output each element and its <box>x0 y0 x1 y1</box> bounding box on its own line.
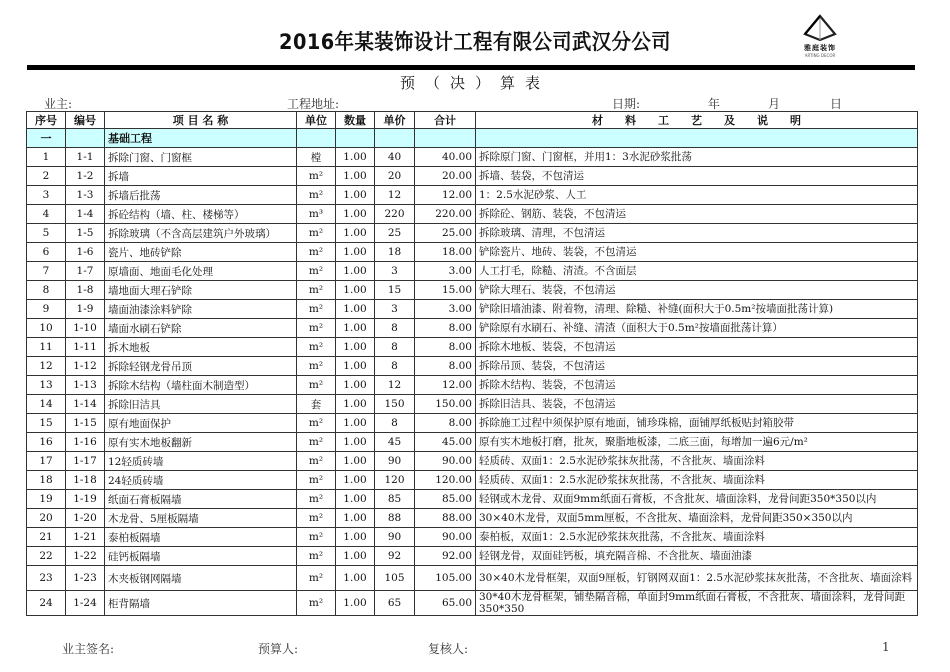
row-code: 1-22 <box>66 547 105 566</box>
row-total: 8.00 <box>415 357 476 376</box>
row-code: 1-1 <box>66 148 105 167</box>
row-index: 5 <box>27 224 66 243</box>
table-row <box>27 528 918 547</box>
row-note: 铲除大理石、装袋，不包清运 <box>476 281 918 300</box>
row-price: 90 <box>375 452 415 471</box>
row-unit: m² <box>297 471 336 490</box>
row-note: 轻钢龙骨，双面硅钙板，填充隔音棉、不含批灰、墙面油漆 <box>476 547 918 566</box>
row-price: 12 <box>375 376 415 395</box>
table-row <box>27 591 918 616</box>
row-total: 92.00 <box>415 547 476 566</box>
row-index: 24 <box>27 591 66 616</box>
year-label: 年 <box>708 97 721 111</box>
row-code: 1-19 <box>66 490 105 509</box>
row-unit: m² <box>297 414 336 433</box>
row-unit: m² <box>297 224 336 243</box>
date-label: 日期: <box>612 97 641 111</box>
row-note: 铲除原有水刷石、补缝、清渣（面积大于0.5m²按墙面批荡计算） <box>476 319 918 338</box>
row-total: 220.00 <box>415 205 476 224</box>
row-note: 拆墙、装袋，不包清运 <box>476 167 918 186</box>
row-unit: m² <box>297 509 336 528</box>
row-total: 8.00 <box>415 338 476 357</box>
row-code: 1-9 <box>66 300 105 319</box>
row-unit: m² <box>297 262 336 281</box>
row-index: 3 <box>27 186 66 205</box>
row-total: 90.00 <box>415 528 476 547</box>
table-row <box>27 509 918 528</box>
col-header-total: 合计 <box>415 112 476 129</box>
row-name: 拆砼结构（墙、柱、楼梯等） <box>105 205 297 224</box>
row-unit: m² <box>297 186 336 205</box>
row-unit: 套 <box>297 395 336 414</box>
row-index: 7 <box>27 262 66 281</box>
row-note: 拆除砼、钢筋、装袋，不包清运 <box>476 205 918 224</box>
row-total: 12.00 <box>415 186 476 205</box>
row-code: 1-2 <box>66 167 105 186</box>
row-total: 150.00 <box>415 395 476 414</box>
row-index: 4 <box>27 205 66 224</box>
row-name: 拆木地板 <box>105 338 297 357</box>
row-name: 拆除玻璃（不含高层建筑户外玻璃） <box>105 224 297 243</box>
table-row <box>27 205 918 224</box>
row-code: 1-8 <box>66 281 105 300</box>
row-unit: m² <box>297 281 336 300</box>
row-price: 8 <box>375 338 415 357</box>
table-row <box>27 167 918 186</box>
row-name: 纸面石膏板隔墙 <box>105 490 297 509</box>
document-subtitle: 预（决）算表 <box>399 74 550 92</box>
document-title: 2016年某装饰设计工程有限公司武汉分公司 <box>279 30 671 54</box>
col-header-index: 序号 <box>27 112 66 129</box>
row-index: 20 <box>27 509 66 528</box>
budget-table <box>26 111 918 616</box>
row-price: 8 <box>375 319 415 338</box>
row-name: 墙地面大理石铲除 <box>105 281 297 300</box>
row-index: 18 <box>27 471 66 490</box>
row-qty: 1.00 <box>336 338 375 357</box>
row-qty: 1.00 <box>336 281 375 300</box>
row-total: 25.00 <box>415 224 476 243</box>
row-note: 30*40木龙骨框架，铺垫隔音棉，单面封9mm纸面石膏板，不含批灰、墙面涂料，龙骨间距350*350 <box>476 591 918 616</box>
row-note: 拆除木地板、装袋，不包清运 <box>476 338 918 357</box>
row-qty: 1.00 <box>336 566 375 591</box>
day-label: 日 <box>830 97 843 111</box>
row-code: 1-10 <box>66 319 105 338</box>
row-qty: 1.00 <box>336 509 375 528</box>
table-header-row <box>27 112 918 129</box>
table-row <box>27 452 918 471</box>
row-note: 原有实木地板打磨，批灰，聚脂地板漆，二底三面，每增加一遍6元/m² <box>476 433 918 452</box>
page-number: 1 <box>882 640 890 654</box>
row-note: 拆除施工过程中须保护原有地面，铺珍珠棉，面铺厚纸板贴封箱胶带 <box>476 414 918 433</box>
table-row <box>27 433 918 452</box>
row-unit: m² <box>297 452 336 471</box>
row-name: 拆除旧洁具 <box>105 395 297 414</box>
row-code: 1-20 <box>66 509 105 528</box>
row-unit: m² <box>297 167 336 186</box>
row-code: 1-7 <box>66 262 105 281</box>
row-note: 铲除旧墙油漆、附着物，清理、除糙、补缝(面积大于0.5m²按墙面批荡计算) <box>476 300 918 319</box>
row-price: 65 <box>375 591 415 616</box>
row-index: 1 <box>27 148 66 167</box>
owner-label: 业主: <box>44 97 73 111</box>
row-qty: 1.00 <box>336 471 375 490</box>
row-unit: m² <box>297 338 336 357</box>
row-note: 拆除原门窗、门窗框，并用1：3水泥砂浆批荡 <box>476 148 918 167</box>
row-price: 8 <box>375 357 415 376</box>
row-name: 泰柏板隔墙 <box>105 528 297 547</box>
row-price: 3 <box>375 262 415 281</box>
row-qty: 1.00 <box>336 243 375 262</box>
row-name: 拆除门窗、门窗框 <box>105 148 297 167</box>
row-price: 3 <box>375 300 415 319</box>
row-total: 65.00 <box>415 591 476 616</box>
row-total: 8.00 <box>415 414 476 433</box>
row-index: 8 <box>27 281 66 300</box>
col-header-price: 单价 <box>375 112 415 129</box>
row-price: 15 <box>375 281 415 300</box>
row-code: 1-14 <box>66 395 105 414</box>
row-qty: 1.00 <box>336 205 375 224</box>
row-index: 6 <box>27 243 66 262</box>
row-code: 1-24 <box>66 591 105 616</box>
row-total: 45.00 <box>415 433 476 452</box>
row-total: 3.00 <box>415 300 476 319</box>
row-note: 轻质砖、双面1：2.5水泥砂浆抹灰批荡，不含批灰、墙面涂料 <box>476 471 918 490</box>
row-code: 1-23 <box>66 566 105 591</box>
row-total: 85.00 <box>415 490 476 509</box>
row-name: 木夹板钢网隔墙 <box>105 566 297 591</box>
row-total: 18.00 <box>415 243 476 262</box>
row-unit: m² <box>297 319 336 338</box>
row-price: 40 <box>375 148 415 167</box>
row-code: 1-13 <box>66 376 105 395</box>
table-row <box>27 490 918 509</box>
row-code: 1-16 <box>66 433 105 452</box>
owner-signature-label: 业主签名: <box>62 642 115 656</box>
row-qty: 1.00 <box>336 262 375 281</box>
col-header-code: 编号 <box>66 112 105 129</box>
row-index: 15 <box>27 414 66 433</box>
section-index: 一 <box>27 129 66 148</box>
address-label: 工程地址: <box>287 97 340 111</box>
row-total: 90.00 <box>415 452 476 471</box>
row-name: 墙面水刷石铲除 <box>105 319 297 338</box>
row-note: 1：2.5水泥砂浆、人工 <box>476 186 918 205</box>
row-code: 1-6 <box>66 243 105 262</box>
row-price: 120 <box>375 471 415 490</box>
row-qty: 1.00 <box>336 547 375 566</box>
row-unit: m² <box>297 566 336 591</box>
logo-english-name: ARTING DECOR <box>804 53 836 58</box>
row-name: 拆墙 <box>105 167 297 186</box>
row-code: 1-21 <box>66 528 105 547</box>
row-name: 24轻质砖墙 <box>105 471 297 490</box>
section-row <box>27 129 918 148</box>
row-name: 拆除木结构（墙柱面木制造型） <box>105 376 297 395</box>
row-price: 220 <box>375 205 415 224</box>
row-unit: m³ <box>297 205 336 224</box>
row-price: 85 <box>375 490 415 509</box>
row-qty: 1.00 <box>336 224 375 243</box>
row-note: 30×40木龙骨，双面5mm厘板，不含批灰、墙面涂料，龙骨间距350×350以内 <box>476 509 918 528</box>
row-code: 1-3 <box>66 186 105 205</box>
row-price: 25 <box>375 224 415 243</box>
row-note: 拆除木结构、装袋，不包清运 <box>476 376 918 395</box>
row-note: 30×40木龙骨框架，双面9厘板，钉钢网双面1：2.5水泥砂浆抹灰批荡，不含批灰、墙面涂料 <box>476 566 918 591</box>
table-row <box>27 319 918 338</box>
table-row <box>27 262 918 281</box>
row-price: 88 <box>375 509 415 528</box>
row-unit: 樘 <box>297 148 336 167</box>
row-price: 92 <box>375 547 415 566</box>
row-name: 硅钙板隔墙 <box>105 547 297 566</box>
table-row <box>27 338 918 357</box>
row-qty: 1.00 <box>336 376 375 395</box>
table-row <box>27 376 918 395</box>
row-qty: 1.00 <box>336 148 375 167</box>
row-qty: 1.00 <box>336 490 375 509</box>
row-price: 20 <box>375 167 415 186</box>
row-note: 拆除旧洁具、装袋，不包清运 <box>476 395 918 414</box>
row-total: 8.00 <box>415 319 476 338</box>
row-index: 21 <box>27 528 66 547</box>
row-index: 14 <box>27 395 66 414</box>
row-total: 20.00 <box>415 167 476 186</box>
row-price: 45 <box>375 433 415 452</box>
row-unit: m² <box>297 528 336 547</box>
row-total: 40.00 <box>415 148 476 167</box>
row-unit: m² <box>297 357 336 376</box>
row-index: 2 <box>27 167 66 186</box>
section-name: 基础工程 <box>105 129 297 148</box>
row-unit: m² <box>297 490 336 509</box>
row-qty: 1.00 <box>336 414 375 433</box>
row-price: 18 <box>375 243 415 262</box>
row-price: 90 <box>375 528 415 547</box>
row-name: 木龙骨、5厘板隔墙 <box>105 509 297 528</box>
row-price: 8 <box>375 414 415 433</box>
row-code: 1-11 <box>66 338 105 357</box>
row-index: 13 <box>27 376 66 395</box>
table-row <box>27 281 918 300</box>
row-index: 16 <box>27 433 66 452</box>
row-qty: 1.00 <box>336 395 375 414</box>
row-qty: 1.00 <box>336 528 375 547</box>
table-row <box>27 566 918 591</box>
row-qty: 1.00 <box>336 300 375 319</box>
row-qty: 1.00 <box>336 433 375 452</box>
row-note: 人工打毛，除糙、清渣。不含面层 <box>476 262 918 281</box>
row-name: 墙面油漆涂料铲除 <box>105 300 297 319</box>
row-price: 105 <box>375 566 415 591</box>
row-name: 拆墙后批荡 <box>105 186 297 205</box>
row-unit: m² <box>297 433 336 452</box>
row-unit: m² <box>297 300 336 319</box>
pyramid-logo-icon <box>803 14 837 42</box>
col-header-note: 材 料 工 艺 及 说 明 <box>476 112 918 129</box>
row-qty: 1.00 <box>336 167 375 186</box>
table-row <box>27 224 918 243</box>
reviewer-label: 复核人: <box>428 642 469 656</box>
month-label: 月 <box>768 97 781 111</box>
row-name: 原有实木地板翻新 <box>105 433 297 452</box>
company-logo <box>792 14 848 64</box>
table-row <box>27 357 918 376</box>
row-note: 轻钢或木龙骨、双面9mm纸面石膏板，不含批灰、墙面涂料，龙骨间距350*350以内 <box>476 490 918 509</box>
row-note: 拆除吊顶、装袋，不包清运 <box>476 357 918 376</box>
row-code: 1-12 <box>66 357 105 376</box>
row-unit: m² <box>297 243 336 262</box>
col-header-unit: 单位 <box>297 112 336 129</box>
row-unit: m² <box>297 547 336 566</box>
row-note: 轻质砖、双面1：2.5水泥砂浆抹灰批荡，不含批灰、墙面涂料 <box>476 452 918 471</box>
row-unit: m² <box>297 376 336 395</box>
table-row <box>27 471 918 490</box>
row-index: 19 <box>27 490 66 509</box>
row-name: 12轻质砖墙 <box>105 452 297 471</box>
row-note: 拆除玻璃、清理，不包清运 <box>476 224 918 243</box>
table-row <box>27 148 918 167</box>
row-total: 88.00 <box>415 509 476 528</box>
row-name: 拆除轻钢龙骨吊顶 <box>105 357 297 376</box>
table-row <box>27 186 918 205</box>
row-total: 12.00 <box>415 376 476 395</box>
col-header-name: 项 目 名 称 <box>105 112 297 129</box>
row-index: 12 <box>27 357 66 376</box>
row-name: 柜背隔墙 <box>105 591 297 616</box>
row-note: 铲除瓷片、地砖、装袋，不包清运 <box>476 243 918 262</box>
row-name: 原墙面、地面毛化处理 <box>105 262 297 281</box>
row-price: 12 <box>375 186 415 205</box>
row-index: 23 <box>27 566 66 591</box>
row-qty: 1.00 <box>336 452 375 471</box>
row-index: 10 <box>27 319 66 338</box>
table-row <box>27 243 918 262</box>
row-total: 3.00 <box>415 262 476 281</box>
row-qty: 1.00 <box>336 357 375 376</box>
row-index: 22 <box>27 547 66 566</box>
row-total: 120.00 <box>415 471 476 490</box>
row-qty: 1.00 <box>336 319 375 338</box>
row-total: 105.00 <box>415 566 476 591</box>
table-row <box>27 395 918 414</box>
row-qty: 1.00 <box>336 591 375 616</box>
row-code: 1-18 <box>66 471 105 490</box>
row-name: 原有地面保护 <box>105 414 297 433</box>
table-row <box>27 300 918 319</box>
row-total: 15.00 <box>415 281 476 300</box>
header-divider <box>27 65 915 70</box>
row-note: 泰柏板，双面1：2.5水泥砂浆抹灰批荡，不含批灰、墙面涂料 <box>476 528 918 547</box>
row-code: 1-17 <box>66 452 105 471</box>
row-name: 瓷片、地砖铲除 <box>105 243 297 262</box>
row-price: 150 <box>375 395 415 414</box>
row-qty: 1.00 <box>336 186 375 205</box>
budgeter-label: 预算人: <box>258 642 299 656</box>
row-index: 11 <box>27 338 66 357</box>
row-code: 1-4 <box>66 205 105 224</box>
row-index: 17 <box>27 452 66 471</box>
row-code: 1-15 <box>66 414 105 433</box>
table-row <box>27 414 918 433</box>
logo-chinese-name: 雅庭装饰 <box>804 43 836 52</box>
row-code: 1-5 <box>66 224 105 243</box>
col-header-qty: 数量 <box>336 112 375 129</box>
row-index: 9 <box>27 300 66 319</box>
table-row <box>27 547 918 566</box>
row-unit: m² <box>297 591 336 616</box>
